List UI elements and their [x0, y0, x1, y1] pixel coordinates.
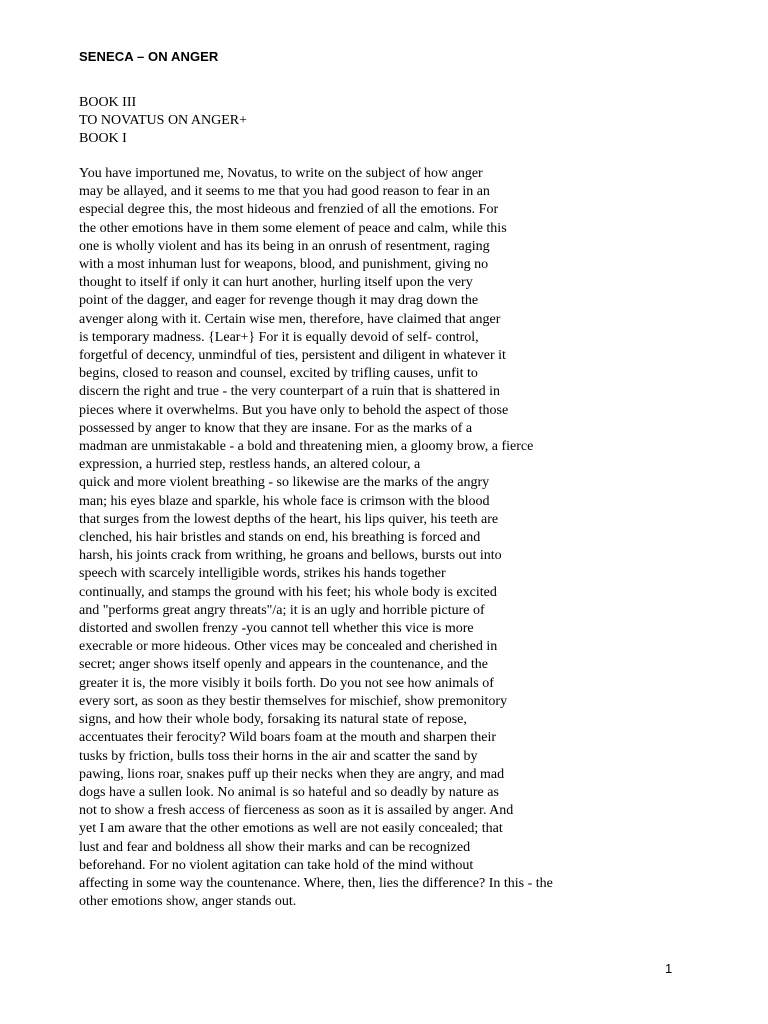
text-line: is temporary madness. {Lear+} For it is equally devoid of self- control,	[79, 329, 479, 345]
text-line: pieces where it overwhelms. But you have only to behold the aspect of those	[79, 402, 509, 418]
text-line: not to show a fresh access of fierceness as soon as it is assailed by anger. And	[79, 803, 514, 819]
body-paragraph	[79, 165, 553, 911]
document-heading: SENECA – ON ANGER	[79, 49, 219, 64]
text-line: accentuates their ferocity? Wild boars foam at the mouth and sharpen their	[79, 730, 497, 746]
text-line: yet I am aware that the other emotions as well are not easily concealed; that	[79, 821, 503, 837]
text-line: one is wholly violent and has its being in an onrush of resentment, raging	[79, 238, 490, 254]
text-line: greater it is, the more visibly it boils forth. Do you not see how animals of	[79, 675, 494, 691]
text-line: discern the right and true - the very counterpart of a ruin that is shattered in	[79, 384, 501, 400]
text-line: quick and more violent breathing - so likewise are the marks of the angry	[79, 475, 490, 491]
text-line: execrable or more hideous. Other vices may be concealed and cherished in	[79, 639, 498, 655]
text-line: harsh, his joints crack from writhing, he groans and bellows, bursts out into	[79, 548, 502, 564]
text-line: thought to itself if only it can hurt another, hurling itself upon the very	[79, 275, 473, 291]
text-line: with a most inhuman lust for weapons, blood, and punishment, giving no	[79, 257, 489, 273]
book-line: BOOK I	[79, 131, 127, 147]
text-line: clenched, his hair bristles and stands on end, his breathing is forced and	[79, 530, 481, 546]
text-line: beforehand. For no violent agitation can take hold of the mind without	[79, 857, 474, 873]
page-number: 1	[665, 961, 673, 976]
text-line: man; his eyes blaze and sparkle, his whole face is crimson with the blood	[79, 493, 490, 509]
text-line: dogs have a sullen look. No animal is so hateful and so deadly by nature as	[79, 784, 499, 800]
text-line: expression, a hurried step, restless hands, an altered colour, a	[79, 457, 421, 473]
text-line: other emotions show, anger stands out.	[79, 894, 297, 910]
text-line: pawing, lions roar, snakes puff up their necks when they are angry, and mad	[79, 766, 505, 782]
text-line: affecting in some way the countenance. Where, then, lies the difference? In this - the	[79, 875, 553, 891]
text-line: especial degree this, the most hideous and frenzied of all the emotions. For	[79, 202, 499, 218]
text-line: You have importuned me, Novatus, to write on the subject of how anger	[79, 166, 483, 181]
book-line: BOOK III	[79, 95, 137, 110]
text-line: avenger along with it. Certain wise men, therefore, have claimed that anger	[79, 311, 501, 327]
book-line: TO NOVATUS ON ANGER+	[79, 113, 248, 129]
text-line: secret; anger shows itself openly and appears in the countenance, and the	[79, 657, 488, 673]
text-line: that surges from the lowest depths of the heart, his lips quiver, his teeth are	[79, 511, 499, 527]
text-line: signs, and how their whole body, forsaking its natural state of repose,	[79, 712, 467, 728]
text-line: and "performs great angry threats"/a; it is an ugly and horrible picture of	[79, 602, 485, 618]
text-line: forgetful of decency, unmindful of ties, persistent and diligent in whatever it	[79, 348, 506, 364]
text-line: distorted and swollen frenzy -you cannot tell whether this vice is more	[79, 621, 474, 637]
text-line: madman are unmistakable - a bold and threatening mien, a gloomy brow, a fierce	[79, 439, 534, 455]
text-line: begins, closed to reason and counsel, excited by trifling causes, unfit to	[79, 366, 478, 382]
text-line: may be allayed, and it seems to me that you had good reason to fear in an	[79, 184, 490, 200]
text-line: point of the dagger, and eager for revenge though it may drag down the	[79, 293, 479, 309]
text-line: lust and fear and boldness all show their marks and can be recognized	[79, 839, 471, 855]
text-line: tusks by friction, bulls toss their horns in the air and scatter the sand by	[79, 748, 478, 764]
text-line: continually, and stamps the ground with his feet; his whole body is excited	[79, 584, 497, 600]
text-line: possessed by anger to know that they are insane. For as the marks of a	[79, 420, 473, 436]
text-line: the other emotions have in them some element of peace and calm, while this	[79, 220, 507, 236]
text-line: speech with scarcely intelligible words, strikes his hands together	[79, 566, 446, 582]
text-line: every sort, as soon as they bestir themselves for mischief, show premonitory	[79, 693, 508, 709]
book-title-block	[79, 94, 247, 149]
